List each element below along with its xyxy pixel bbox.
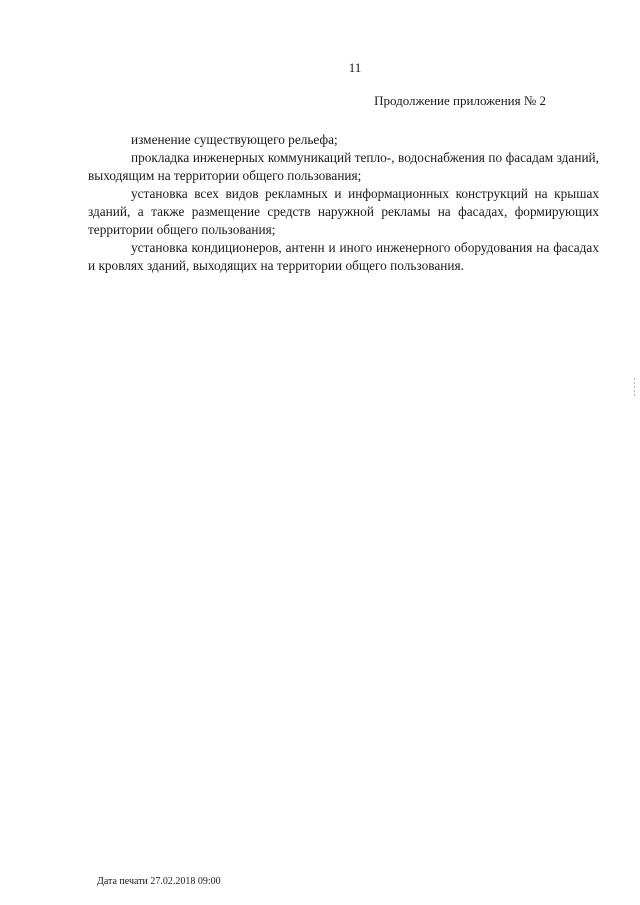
list-item: прокладка инженерных коммуникаций тепло-, водоснабжения по фасадам зданий, выходящим на территории общего пользования; — [88, 150, 599, 183]
print-date: Дата печати 27.02.2018 09:00 — [97, 876, 221, 887]
page-number: 11 — [348, 60, 362, 75]
list-item: установка кондиционеров, антенн и иного инженерного оборудования на фасадах и кровлях зданий, выходящих на территории общего пользования. — [88, 240, 599, 273]
document-body — [88, 131, 599, 275]
list-item: изменение существующего рельефа; — [131, 132, 338, 147]
appendix-continuation-note: Продолжение приложения № 2 — [374, 93, 546, 108]
list-item: установка всех видов рекламных и информационных конструкций на крышах зданий, а также размещение средств наружной рекламы на фасадах, формирующих территории общего пользования; — [88, 186, 599, 237]
scan-margin-mark — [634, 378, 635, 396]
